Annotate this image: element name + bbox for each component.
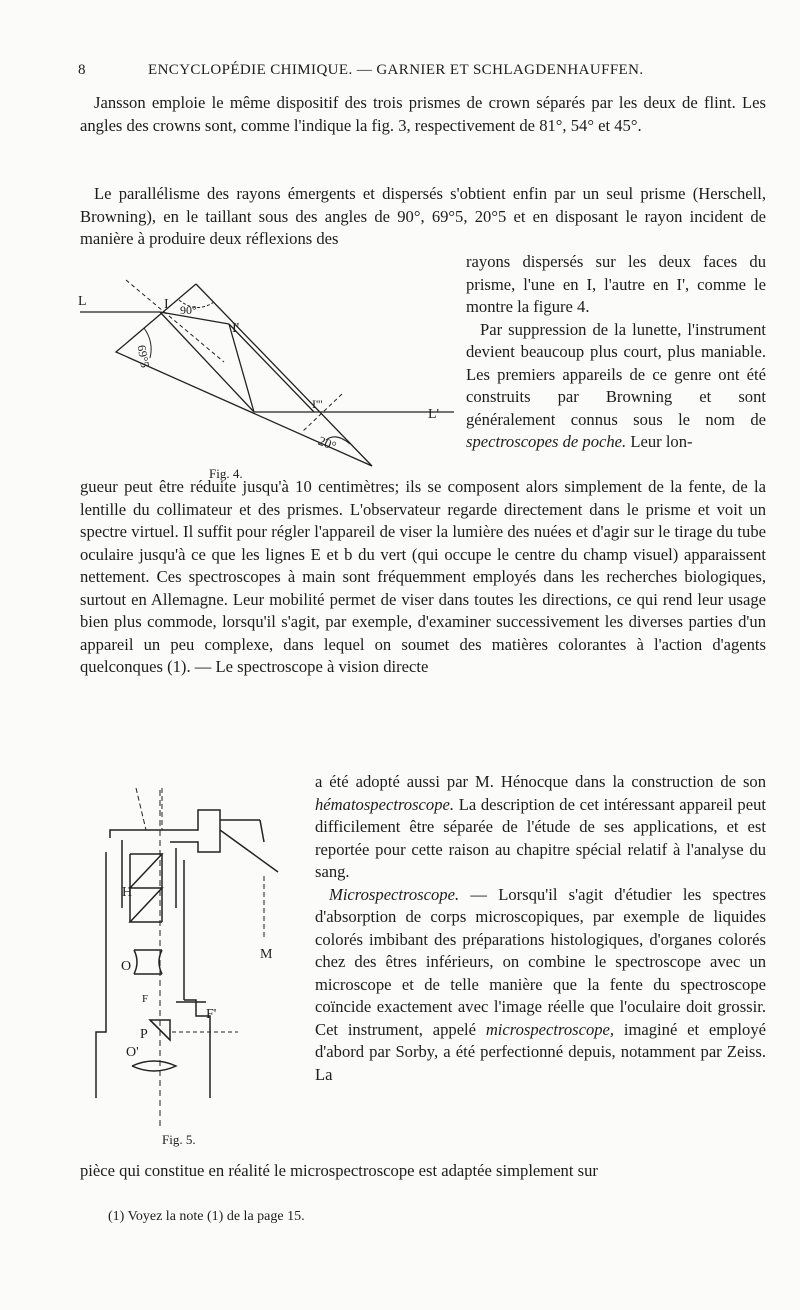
label-L-prime: L' <box>428 407 440 422</box>
henocque-text-end: La description de cet intéressant appareil peut difficilement être séparée de l'étude de ses applications, et est reportée pour cette raison au chapitre spécial relatif à l'analyse du sang. <box>315 794 766 881</box>
label-O-prime: O' <box>126 1045 139 1060</box>
microspectroscope-diagram <box>88 780 298 1140</box>
prism-diagram <box>74 262 464 502</box>
label-F-prime: F' <box>206 1007 217 1022</box>
paragraph-microspectroscope-end: pièce qui constitue en réalité le microspectroscope est adaptée simplement sur <box>80 1161 598 1180</box>
browning-text-end: Leur lon- <box>626 432 693 451</box>
hematospectroscope-term: hématospectroscope. <box>315 794 455 814</box>
paragraph-microspectroscope <box>315 884 766 1087</box>
page-header <box>78 62 768 86</box>
microspectroscope-heading: Microspectroscope. <box>329 884 460 904</box>
angle-20-label: 20° <box>316 432 339 454</box>
label-I: I <box>164 297 169 312</box>
label-H: H <box>122 885 133 900</box>
paragraph-pocket-cont: gueur peut être réduite jusqu'à 10 centimètres; ils se composent alors simplement de la fente, de la lentille du collimateur et des prismes. L'observateur regarde directement dans le prisme et voit un spectre virtuel. Il suffit pour régler l'appareil de viser la lumière des nuées et d'agir sur le tirage du tube oculaire jusqu'à ce que les lignes E et b du vert (qui occupe le centre du champ visuel) apparaissent nettement. Ces spectroscopes à main sont fréquemment employés dans les recherches biologiques, surtout en Allemagne. Leur mobilité permet de viser dans toutes les directions, ce qui rend leur usage bien plus commode, lorsqu'il s'agit, par exemple, d'examiner successivement les diverses parties d'un appareil un peu complexe, dans lequel on soumet des matières colorantes à l'action d'agents quelconques (1). — Le spectroscope à vision directe <box>80 477 766 676</box>
label-I-prime: I' <box>232 321 240 336</box>
microspectroscope-text-end: imaginé et employé d'abord par Sorby, a été perfectionné depuis, notamment par Zeiss. La <box>315 1019 766 1084</box>
henocque-text: a été adopté aussi par M. Hénocque dans la construction de son <box>315 772 766 791</box>
browning-text: Par suppression de la lunette, l'instrument devient beaucoup plus court, plus maniable. Les premiers appareils de ce genre ont été construits par Browning et sont généralement connus sous le nom de <box>466 319 766 429</box>
paragraph-parallelism-cont: rayons dispersés sur les deux faces du prisme, l'une en I, l'autre en I', comme le montre la figure 4. <box>466 252 766 316</box>
angle-90-label: 90° <box>180 303 197 317</box>
angle-69-label: 69°5 <box>134 343 153 369</box>
running-title: ENCYCLOPÉDIE CHIMIQUE. — GARNIER ET SCHLAGDENHAUFFEN. <box>148 62 644 78</box>
page-number: 8 <box>78 62 86 78</box>
microspectroscope-text: — Lorsqu'il s'agit d'étudier les spectres d'absorption de corps microscopiques, par exemple de liquides colorés imbibant des préparations histologiques, d'organes colorés chez des êtres inférieurs, on combine le spectroscope avec un microscope et de telle manière que la fente du spectroscope coïncide exactement avec l'image réelle que l'oculaire doit grossir. Cet instrument, appelé <box>315 884 766 1039</box>
side-column-fig5 <box>315 771 766 1086</box>
paragraph-henocque <box>315 771 766 884</box>
label-I-triple: I''' <box>312 397 323 411</box>
pocket-spectroscope-term: spectroscopes de poche. <box>466 432 627 451</box>
label-O: O <box>121 959 132 974</box>
footnote: (1) Voyez la note (1) de la page 15. <box>108 1209 305 1224</box>
figure-5-caption: Fig. 5. <box>162 1132 196 1147</box>
figure-4-prism-diagram <box>74 262 464 502</box>
label-P: P <box>140 1027 148 1042</box>
figure-4-caption: Fig. 4. <box>209 466 243 481</box>
label-F: F <box>142 993 149 1005</box>
figure-5-microspectroscope-diagram <box>88 780 298 1140</box>
label-L: L <box>78 294 87 309</box>
microspectroscope-term: microspectroscope, <box>485 1019 615 1039</box>
paragraph-browning <box>466 319 766 454</box>
label-M: M <box>260 947 273 962</box>
paragraph-parallelism: Le parallélisme des rayons émergents et dispersés s'obtient enfin par un seul prisme (Herschell, Browning), en le taillant sous des angles de 90°, 69°5, 20°5 et en disposant le rayon incident de manière à produire deux réflexions des <box>80 184 766 248</box>
side-column-fig4 <box>466 251 766 454</box>
paragraph-jansson: Jansson emploie le même dispositif des trois prismes de crown séparés par les deux de flint. Les angles des crowns sont, comme l'indique la fig. 3, respectivement de 81°, 54° et 45°. <box>80 93 766 135</box>
